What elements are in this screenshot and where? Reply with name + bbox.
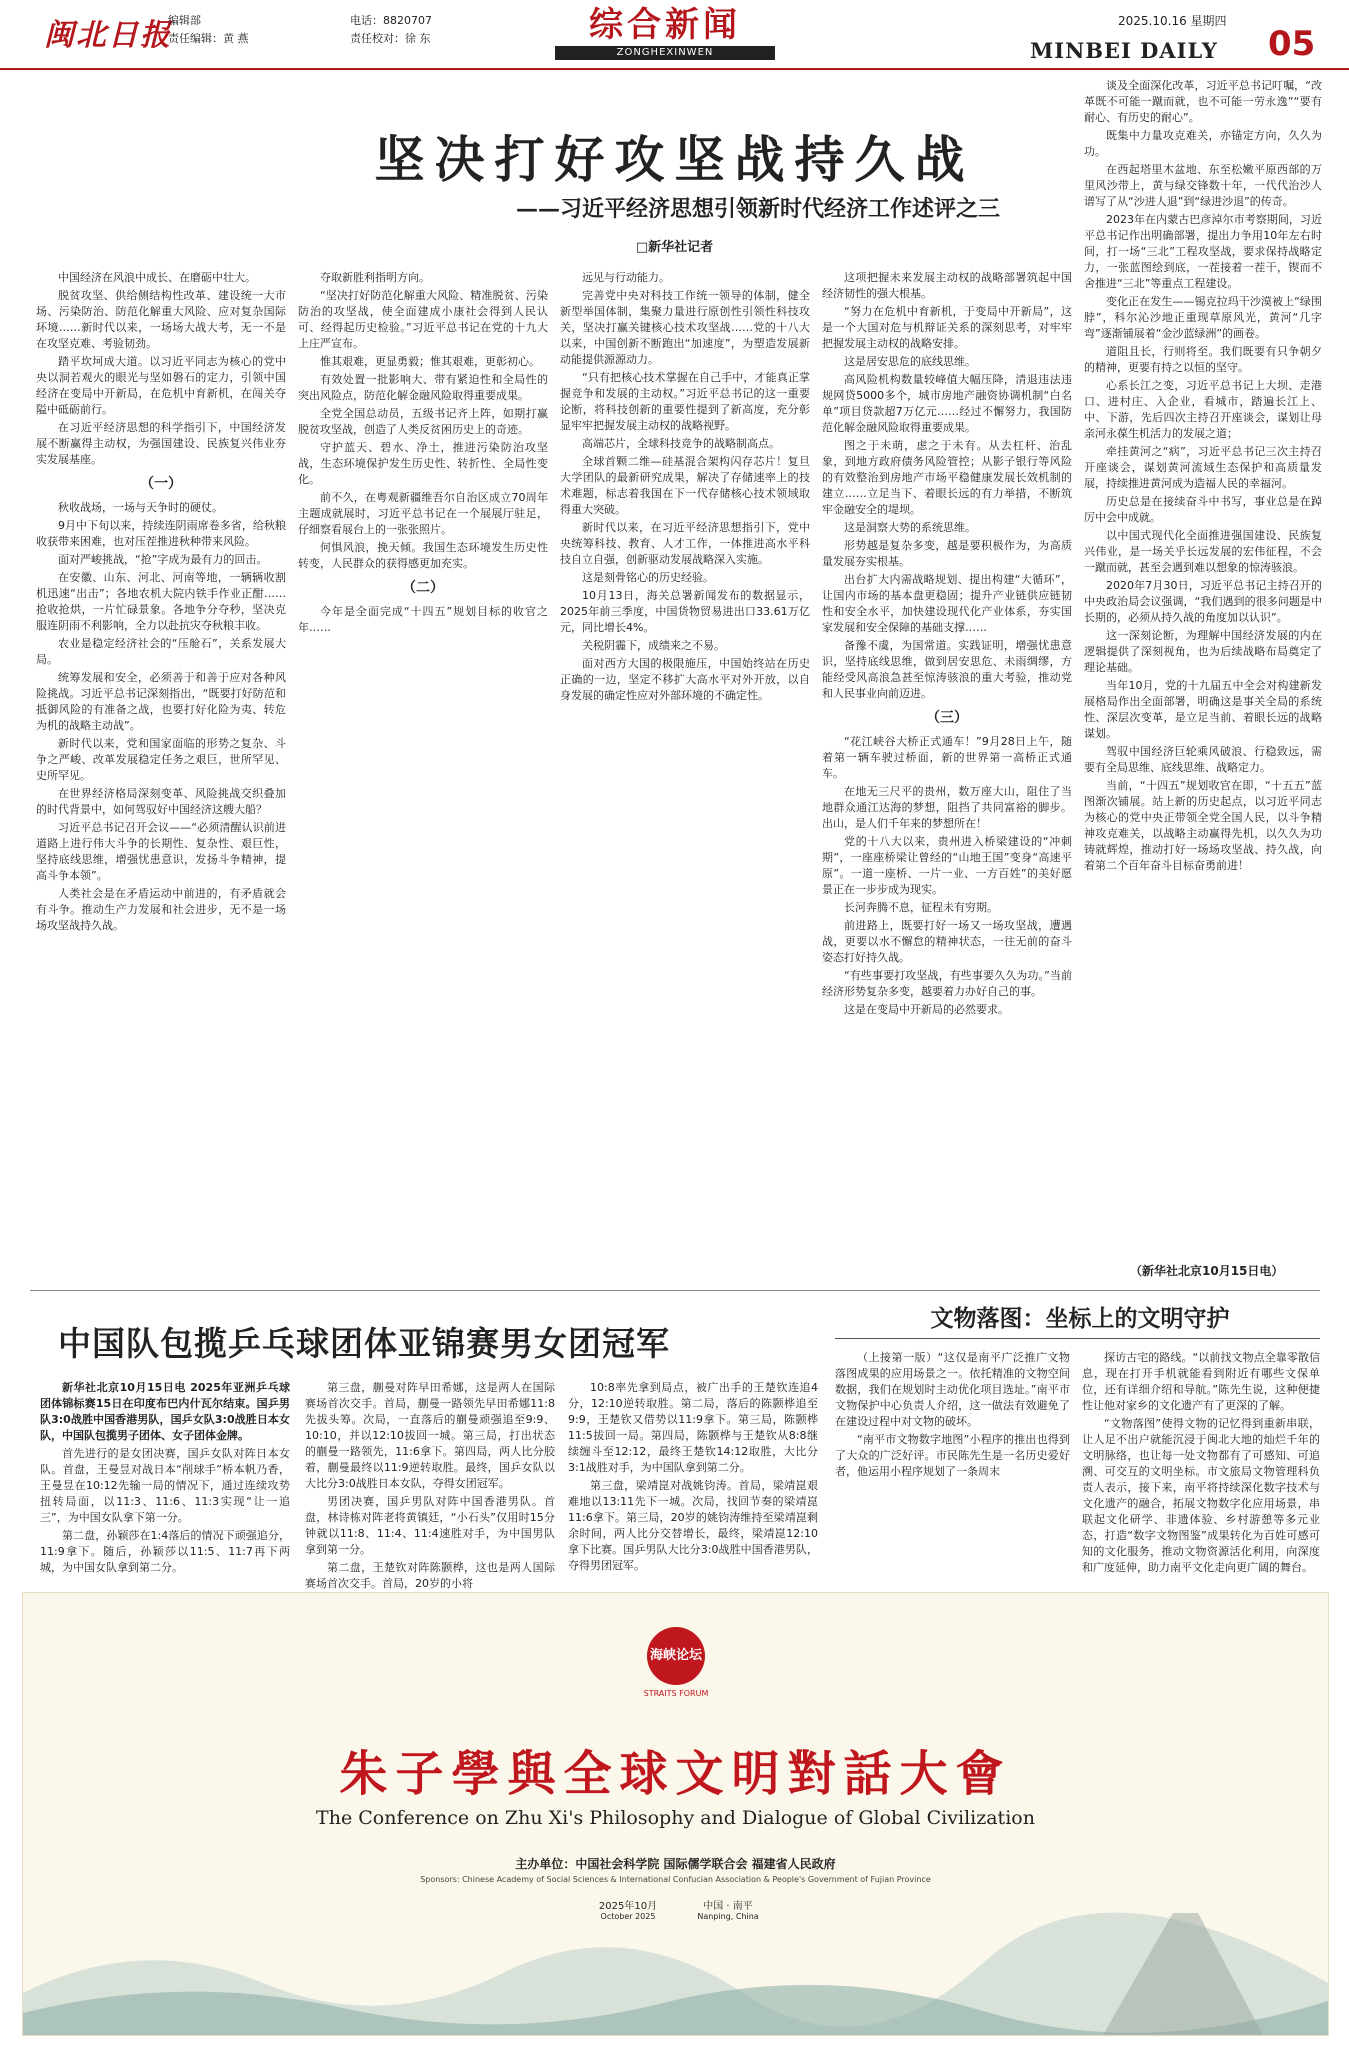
- paragraph: “南平市文物数字地图”小程序的推出也得到了大众的广泛好评。市民陈先生是一名历史爱好者，他运用小程序规划了一条周末: [835, 1433, 1070, 1478]
- paragraph: 2020年7月30日，习近平总书记主持召开的中央政治局会议强调，“我们遇到的很多问题是中长期的，必须从持久战的角度加以认识”。: [1084, 579, 1322, 624]
- paragraph: 这是在变局中开新局的必然要求。: [844, 1003, 1009, 1016]
- paragraph: 在地无三尺平的贵州，数万座大山，阻住了当地群众通江达海的梦想，阻挡了共同富裕的脚步。出山，是人们千年来的梦想所在！: [822, 785, 1072, 830]
- lead-column-1: [36, 270, 286, 1290]
- conference-title: 朱子學與全球文明對話大會: [339, 1746, 1012, 1802]
- paragraph: 长河奔腾不息，征程未有穷期。: [844, 901, 998, 914]
- paragraph: 这是居安思危的底线思维。: [844, 355, 976, 368]
- paragraph: 形势越是复杂多变，越是要积极作为，为高质量发展夯实根基。: [822, 539, 1072, 568]
- section-divider: [30, 1290, 1320, 1291]
- paragraph: 第二盘，孙颖莎在1:4落后的情况下顽强追分，11:9拿下。随后，孙颖莎以11:5、11:7再下两城，为中国女队拿到第二分。: [40, 1529, 290, 1574]
- phone-label: 电话: [350, 14, 372, 27]
- paragraph: （上接第一版）“这仅是南平广泛推广文物落图成果的应用场景之一。依托精准的文物空间数据，我们在规划时主动优化项目选址。”南平市文物保护中心负责人介绍，这一做法有效避免了在建设过程中对文物的破坏。: [835, 1351, 1070, 1428]
- sponsors: 主办单位：中国社会科学院 国际儒学联合会 福建省人民政府: [515, 1857, 836, 1871]
- relics-column-2: [1082, 1350, 1320, 1580]
- paragraph: 这是洞察大势的系统思维。: [844, 521, 976, 534]
- paragraph: 前不久，在粤观新疆维吾尔自治区成立70周年主题成就展时，习近平总书记在一个展展厅驻足，仔细察看展台上的一张张照片。: [298, 491, 548, 536]
- paragraph: 有效处置一批影响大、带有紧迫性和全局性的突出风险点，防范化解金融风险取得重要成果。: [298, 373, 548, 402]
- paragraph: 备豫不虞，为国常道。实践证明，增强忧患意识，坚持底线思维，做到居安思危、未雨绸缪，方能经受风高浪急甚至惊涛骇浪的重大考验，推动党和人民事业向前迈进。: [822, 639, 1072, 700]
- event-place: [683, 1897, 773, 1921]
- editor-name: 黄 燕: [223, 32, 249, 45]
- paragraph: 道阻且长，行则将至。我们既要有只争朝夕的精神，更要有持之以恒的坚守。: [1084, 345, 1322, 374]
- pingpong-column-2: [305, 1380, 555, 1590]
- paragraph: “只有把核心技术掌握在自己手中，才能真正掌握竞争和发展的主动权。”习近平总书记的这一重要论断，将科技创新的重要性提到了新高度，充分彰显牢牢把握发展主动权的战略视野。: [560, 371, 810, 432]
- paragraph: 面对严峻挑战，“抢”字成为最有力的回击。: [58, 553, 268, 566]
- lead-column-5-body: [1084, 78, 1322, 1258]
- pingpong-column-3: [568, 1380, 818, 1580]
- paragraph: “坚决打好防范化解重大风险、精准脱贫、污染防治的攻坚战，使全面建成小康社会得到人民认可、经得起历史检验。”习近平总书记在党的十九大上庄严宣布。: [298, 289, 548, 350]
- paragraph: 面对西方大国的极限施压，中国始终站在历史正确的一边，坚定不移扩大高水平对外开放，以自身发展的确定性应对外部环境的不确定性。: [560, 657, 810, 702]
- pingpong-headline: 中国队包揽乒乓球团体亚锦赛男女团冠军: [58, 1324, 670, 1363]
- paragraph: 2023年在内蒙古巴彦淖尔市考察期间，习近平总书记作出明确部署，提出力争用10年左右时间，打一场“三北”工程攻坚战，要求保持战略定力，一张蓝图绘到底，一茬接着一茬干，锲而不舍推进“三北”等重点工程建设。: [1084, 213, 1322, 290]
- paragraph: 夺取新胜利指明方向。: [320, 271, 430, 284]
- phone-number: 8820707: [383, 14, 432, 27]
- section-marker-3: （三）: [926, 710, 968, 726]
- paragraph: 探访古宅的路线。“以前找文物点全靠零散信息，现在打开手机就能看到附近有哪些文保单位，还有详细介绍和导航。”陈先生说，这种便捷性让他对家乡的文化遗产有了更深的了解。: [1082, 1351, 1320, 1412]
- paragraph: 农业是稳定经济社会的“压舱石”，关系发展大局。: [36, 637, 286, 666]
- paragraph: 前进路上，既要打好一场又一场攻坚战，遭遇战，更要以水不懈怠的精神状态，一往无前的奋斗姿态打好持久战。: [822, 919, 1072, 964]
- paragraph: 这一深刻论断，为理解中国经济发展的内在逻辑提供了深刻视角，也为后续战略布局奠定了理论基础。: [1084, 629, 1322, 674]
- paragraph: 男团决赛，国乒男队对阵中国香港男队。首盘，林诗栋对阵老将黄镇廷，“小石头”仅用时15分钟就以11:8、11:4、11:4速胜对手，为中国男队拿到第一分。: [305, 1495, 555, 1556]
- paragraph: “文物落图”使得文物的记忆得到重新串联，让人足不出户就能沉浸于闽北大地的灿烂千年的文明脉络，也让每一处文物都有了可感知、可追溯、可交互的文明坐标。市文旅局文物管理科负责人表示，接下来，南平将持续深化数字技术与文化遗产的融合，拓展文物数字化应用场景，串联起文化研学、非遗体验、乡村游憩等多元业态，打造“数字文物图鉴”成果转化为百姓可感可知的文化服务，推动文物资源活化利用，向深度和广度延伸，助力南平文化走向更广阔的舞台。: [1082, 1417, 1320, 1574]
- paragraph: 党的十八大以来，贵州进入桥梁建设的“冲刺期”，一座座桥梁让曾经的“山地王国”变身“高速平原”。一道一座桥、一片一业、一方百姓”的美好愿景正在一步步成为现实。: [822, 835, 1072, 896]
- seal-text: 海峡论坛: [649, 1648, 702, 1663]
- section-marker-2: （二）: [402, 580, 444, 596]
- paragraph: 人类社会是在矛盾运动中前进的，有矛盾就会有斗争。推动生产力发展和社会进步，无不是一场场攻坚战持久战。: [36, 887, 286, 932]
- paragraph: 首先进行的是女团决赛，国乒女队对阵日本女队。首盘，王曼昱对战日本“削球手”桥本帆乃香，王曼昱在10:12先输一局的情况下，通过连续攻势扭转局面，以11:3、11:6、11:3实现“让一追三”，为中国女队拿下第一分。: [40, 1447, 290, 1524]
- paragraph: 图之于未萌，虑之于未有。从去杠杆、治乱象，到地方政府债务风险管控；从影子银行等风险的有效整治到房地产市场平稳健康发展长效机制的建立……立足当下、着眼长远的有力举措，不断筑牢金融安全的堤坝。: [822, 439, 1072, 516]
- paragraph: 第二盘，王楚钦对阵陈颢桦，这也是两人国际赛场首次交手。首局，20岁的小将: [305, 1561, 555, 1590]
- editor-label: 责任编辑: [168, 32, 212, 45]
- editor-info: 编辑部 责任编辑：黄 燕: [168, 14, 249, 45]
- pingpong-column-1: [40, 1380, 290, 1580]
- paragraph: 心系长江之变，习近平总书记上大坝、走港口、进村庄、入企业，看城市，踏遍长江上、中、下游，先后四次主持召开座谈会，谋划让母亲河永葆生机活力的发展之道；: [1084, 379, 1322, 440]
- section-pinyin: ZONGHEXINWEN: [555, 46, 775, 60]
- paragraph: 在世界经济格局深刻变革、风险挑战交织叠加的时代背景中，如何驾驭好中国经济这艘大船？: [36, 787, 286, 816]
- event-date-en: October 2025: [600, 1912, 656, 1921]
- proof-label: 责任校对: [350, 32, 394, 45]
- paragraph: 中国经济在风浪中成长、在磨砺中壮大。: [58, 271, 256, 284]
- paragraph: 这是刻骨铭心的历史经验。: [582, 571, 714, 584]
- paragraph: 在安徽、山东、河北、河南等地，一辆辆收割机迅速“出击”；各地农机大院内铁手作业正酣……抢收抢烘，一片忙碌景象。各地争分夺秒，坚决克服连阴雨不利影响，全力以赴抗灾夺秋粮丰收。: [36, 571, 286, 632]
- paragraph: 新时代以来，在习近平经济思想指引下，党中央统筹科技、教育、人才工作，一体推进高水平科技自立自强，创新驱动发展战略深入实施。: [560, 521, 810, 566]
- event-place-cn: 中国 · 南平: [703, 1901, 753, 1912]
- lead-column-4: [822, 270, 1072, 1290]
- paragraph: 在习近平经济思想的科学指引下，中国经济发展不断赢得主动权，为强国建设、民族复兴伟业夯实发展基座。: [36, 421, 286, 466]
- lead-subhead: ——习近平经济思想引领新时代经济工作述评之三: [515, 196, 1000, 222]
- relics-column-1: [835, 1350, 1070, 1580]
- paragraph: 以中国式现代化全面推进强国建设、民族复兴伟业，是一场关乎长远发展的宏伟征程，不会一蹴而就，甚至会遇到难以想象的惊涛骇浪。: [1084, 529, 1322, 574]
- sponsors-english: Sponsors: Chinese Academy of Social Sciences & International Confucian Association & People's Government of Fujian Province: [420, 1875, 931, 1884]
- conference-title-english: The Conference on Zhu Xi's Philosophy and Dialogue of Global Civilization: [316, 1807, 1035, 1829]
- paragraph: 历史总是在接续奋斗中书写，事业总是在踔厉中会中成就。: [1084, 495, 1322, 524]
- paragraph: “努力在危机中育新机，于变局中开新局”，这是一个大国对危与机辩证关系的深刻思考，对牢牢把握发展主动权的战略安排。: [822, 305, 1072, 350]
- proof-name: 徐 东: [405, 32, 431, 45]
- paragraph: 全党全国总动员，五级书记齐上阵，如期打赢脱贫攻坚战，创造了人类反贫困历史上的奇迹。: [298, 407, 548, 436]
- seal-english: STRAITS FORUM: [643, 1689, 709, 1698]
- conference-ad: [22, 1592, 1329, 2036]
- seal-emblem: [647, 1627, 705, 1685]
- paragraph: 何惧风浪，挽天倾。我国生态环境发生历史性转变，人民群众的获得感更加充实。: [298, 541, 548, 570]
- paragraph: 10月13日，海关总署新闻发布的数据显示，2025年前三季度，中国货物贸易进出口33.61万亿元，同比增长4%。: [560, 589, 810, 634]
- lead-headline: 坚决打好攻坚战持久战: [374, 130, 975, 189]
- paragraph: 10:8率先拿到局点，被广出手的王楚钦连追4分，12:10逆转取胜。第二局，落后的陈颢桦追至9:9，王楚钦又借势以11:9拿下。第三局，陈颢桦11:5拔回一局。第四局，陈颢桦与王楚钦从8:8继续缠斗至12:12，最终王楚钦14:12取胜，大比分3:1战胜对手，为中国队拿到第二分。: [568, 1381, 818, 1474]
- dateline-credit: （新华社北京10月15日电）: [1130, 1264, 1284, 1278]
- lead-col1-intro: [36, 270, 286, 468]
- paragraph: 习近平总书记召开会议——“必须清醒认识前进道路上进行伟大斗争的长期性、复杂性、艰巨性，坚持底线思维，增强忧患意识，发扬斗争精神，提高斗争本领”。: [36, 821, 286, 882]
- paragraph: 远见与行动能力。: [582, 271, 670, 284]
- paragraph: 新华社北京10月15日电 2025年亚洲乒乓球团体锦标赛15日在印度布巴内什瓦尔结束。国乒男队3:0战胜中国香港男队，国乒女队3:0战胜日本女队，中国队包揽男子团体、女子团体金牌。: [40, 1381, 290, 1442]
- landscape-illustration: [23, 1873, 1328, 2035]
- section-marker-1: （一）: [140, 476, 182, 492]
- paragraph: 谈及全面深化改革，习近平总书记叮嘱，“改革既不可能一蹴而就，也不可能一劳永逸”“要有耐心、有历史的耐心”。: [1084, 79, 1322, 124]
- paper-logo: 闽北日报: [44, 18, 172, 53]
- section-banner: [555, 4, 775, 62]
- paragraph: 今年是全面完成“十四五”规划目标的收官之年……: [298, 605, 548, 634]
- section-title: 综合新闻: [589, 5, 741, 45]
- event-place-en: Nanping, China: [697, 1912, 759, 1921]
- page-number: 05: [1268, 24, 1316, 64]
- paragraph: 当年10月，党的十九届五中全会对构建新发展格局作出全面部署，明确这是事关全局的系统性、深层次变革，是立足当前、着眼长远的战略谋划。: [1084, 679, 1322, 740]
- lead-column-2: [298, 270, 548, 1290]
- paragraph: 惟其艰难，更显勇毅；惟其艰难，更彰初心。: [320, 355, 540, 368]
- byline: □新华社记者: [635, 240, 714, 255]
- paragraph: 第三盘，梁靖崑对战姚钧涛。首局，梁靖崑艰难地以13:11先下一城。次局，找回节奏的梁靖崑11:6拿下。第三局，20岁的姚钧涛维持至梁靖崑剩余时间，两人比分交替增长，最终，梁靖崑12:10拿下比赛。国乒男队大比分3:0战胜中国香港男队，夺得男团冠军。: [568, 1479, 818, 1572]
- event-date-cn: 2025年10月: [598, 1901, 658, 1912]
- paragraph: 当前，“十四五”规划收官在即，“十五五”蓝图渐次铺展。站上新的历史起点，以习近平同志为核心的党中央正带领全党全国人民，以斗争精神攻克难关，以战略主动赢得先机，以久久为功铸就辉煌，推动打好一场场攻坚战、持久战，向着第二个百年奋斗目标奋勇前进！: [1084, 779, 1322, 872]
- paragraph: 踏平坎坷成大道。以习近平同志为核心的党中央以洞若观火的眼光与坚如磐石的定力，引领中国经济在变局中开新局，在危机中育新机，在闯关夺隘中砥砺前行。: [36, 355, 286, 416]
- paragraph: 高风险机构数量较峰值大幅压降，清退违法违规网贷5000多个，城市房地产融资协调机制“白名单”项目贷款超7万亿元……经过不懈努力，我国防范化解金融风险取得重要成果。: [822, 373, 1072, 434]
- relics-headline: 文物落图：坐标上的文明守护: [930, 1305, 1230, 1332]
- date-line: [1118, 12, 1227, 29]
- paragraph: 秋收战场，一场与天争时的硬仗。: [58, 501, 223, 514]
- paragraph: 在西起塔里木盆地、东至松嫩平原西部的万里风沙带上，黄与绿交锋数十年，一代代治沙人谱写了从“沙进人退”到“绿进沙退”的传奇。: [1084, 163, 1322, 208]
- relics-headline-rule: [835, 1338, 1320, 1339]
- issue-date: 2025.10.16: [1118, 14, 1187, 28]
- paragraph: 关税阴霾下，成绩来之不易。: [582, 639, 725, 652]
- paragraph: 这项把握未来发展主动权的战略部署筑起中国经济韧性的强大根基。: [822, 271, 1072, 300]
- paragraph: 驾驭中国经济巨轮乘风破浪、行稳致远，需要有全局思维、底线思维、战略定力。: [1084, 745, 1322, 774]
- masthead: [0, 0, 1349, 70]
- paragraph: 新时代以来，党和国家面临的形势之复杂、斗争之严峻、改革发展稳定任务之艰巨，世所罕见、史所罕见。: [36, 737, 286, 782]
- paragraph: 脱贫攻坚、供给侧结构性改革、建设统一大市场、污染防治、防范化解重大风险、应对复杂国际环境……新时代以来，一场场大战大考，无一不是在攻坚克难、考验韧劲。: [36, 289, 286, 350]
- paper-english-name: MINBEI DAILY: [1030, 38, 1218, 63]
- paragraph: 既集中力量攻克难关，亦锚定方向，久久为功。: [1084, 129, 1322, 158]
- paragraph: 9月中下旬以来，持续连阴雨席卷多省，给秋粮收获带来困难，也对压茬推进秋种带来风险。: [36, 519, 286, 548]
- paragraph: 守护蓝天、碧水、净土，推进污染防治攻坚战，生态环境保护发生历史性、转折性、全局性变化。: [298, 441, 548, 486]
- paragraph: 全球首颗二维—硅基混合架构闪存芯片！复旦大学团队的最新研究成果，解决了存储速率上的技术难题，标志着我国在下一代存储核心技术领域取得重大突破。: [560, 455, 810, 516]
- phone-info: 电话：8820707 责任校对：徐 东: [350, 14, 432, 45]
- issue-weekday: 星期四: [1190, 14, 1227, 28]
- paragraph: 出台扩大内需战略规划、提出构建“大循环”，让国内市场的基本盘更稳固；提升产业链供应链韧性和安全水平，加快建设现代化产业体系，夯实国家发展和安全保障的基础支撑……: [822, 573, 1072, 634]
- paragraph: 统筹发展和安全，必须善于和善于应对各种风险挑战。习近平总书记深刻指出，“既要打好防范和抵御风险的有准备之战，也要打好化险为夷、转危为机的战略主动战”。: [36, 671, 286, 732]
- paragraph: 第三盘，蒯曼对阵早田希娜，这是两人在国际赛场首次交手。首局，蒯曼一路领先早田希娜11:8先拔头筹。次局，一直落后的蒯曼顽强追至9:9、10:10，并以12:10拔回一城。第三局，打出状态的蒯曼一路领先，11:6拿下。第四局，两人比分胶着，蒯曼最终以11:9逆转取胜。最终，国乒女队以大比分3:0战胜日本女队，夺得女团冠军。: [305, 1381, 555, 1490]
- paragraph: 高端芯片，全球科技竞争的战略制高点。: [582, 437, 780, 450]
- lead-column-3: [560, 270, 810, 1290]
- paragraph: 变化正在发生——锡克拉玛干沙漠被上“绿围脖”，科尔沁沙地正重现草原风光，黄河“几字弯”逐渐铺展着“金沙蓝绿洲”的画卷。: [1084, 295, 1322, 340]
- paragraph: “花江峡谷大桥正式通车！”9月28日上午，随着第一辆车驶过桥面，新的世界第一高桥正式通车。: [822, 735, 1072, 780]
- event-date: [583, 1897, 673, 1921]
- paragraph: 完善党中央对科技工作统一领导的体制，健全新型举国体制，集聚力量进行原创性引领性科技攻关，坚决打赢关键核心技术攻坚战……党的十八大以来，中国创新不断跑出“加速度”，为塑造发展新动能提供源源动力。: [560, 289, 810, 366]
- editor-dept-label: 编辑部: [168, 14, 201, 27]
- paragraph: 牵挂黄河之“病”，习近平总书记三次主持召开座谈会，谋划黄河流域生态保护和高质量发展，持续推进黄河成为造福人民的幸福河。: [1084, 445, 1322, 490]
- paragraph: “有些事要打攻坚战，有些事要久久为功。”当前经济形势复杂多变，越要着力办好自己的事。: [822, 969, 1072, 998]
